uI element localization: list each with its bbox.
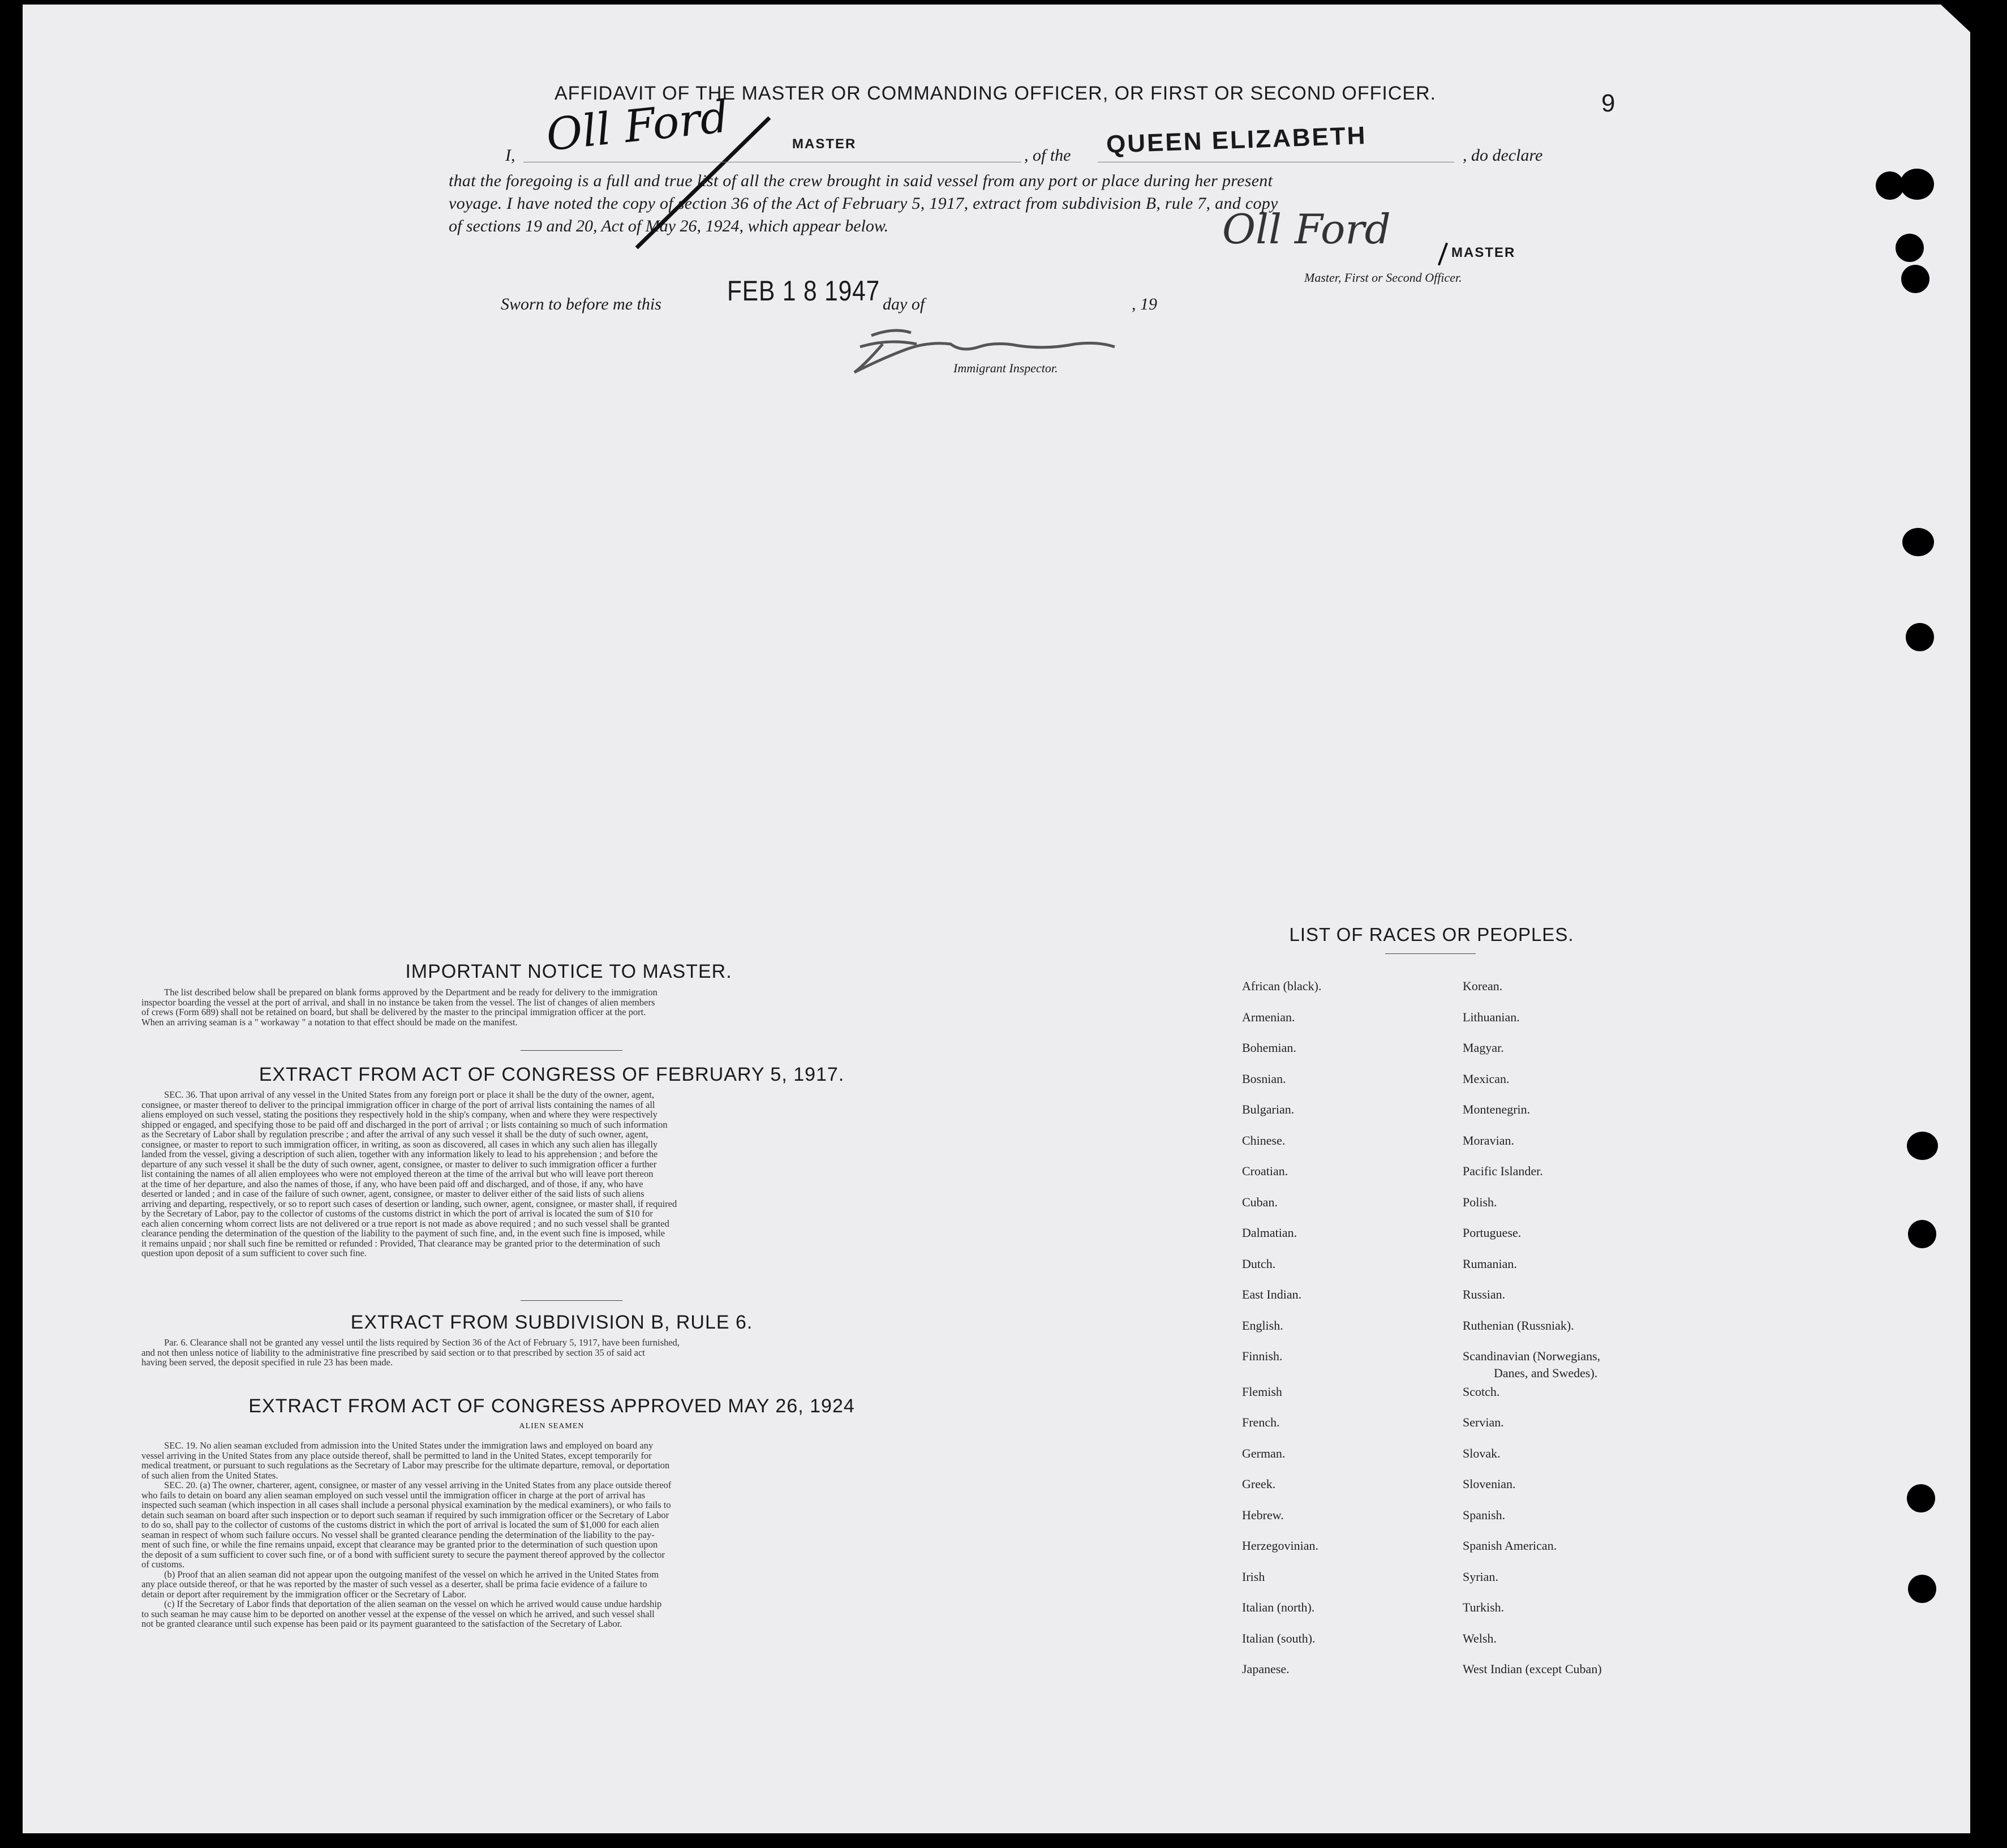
race-item: Armenian.	[1242, 1009, 1295, 1024]
officer-stamp-slash	[1438, 243, 1448, 266]
race-item: Greek.	[1242, 1477, 1276, 1491]
punch-hole	[1906, 623, 1934, 651]
notice-line: When an arriving seaman is a " workaway " a notation to that effect should be made on the manifest.	[141, 1016, 518, 1028]
race-item: Magyar.	[1463, 1041, 1504, 1055]
section-divider	[521, 1050, 622, 1051]
race-item: Hebrew.	[1242, 1507, 1284, 1522]
act1917-line: consignee, or master thereof to deliver to the principal immigration officer in charge of the port of arrival lists containing the names of all	[141, 1099, 655, 1110]
act1917-line: consignee, or master to report to such immigration officer, in writing, as soon as discovered, all cases in which any such alien has illegally	[141, 1138, 658, 1150]
punch-hole	[1896, 234, 1924, 262]
day-of: day of	[883, 295, 925, 313]
act1917-line: clearance pending the determination of the question of the liability to the payment of such fine, and, in the event such fine is imposed, while	[141, 1228, 665, 1239]
act1924-line: inspected such seaman (which inspection in all cases shall include a personal physical examination by the medical examiners), or who fails to	[141, 1499, 671, 1510]
act1924-line: who fails to detain on board any alien seaman employed on such vessel until the immigration officer in charge at the port of arrival has	[141, 1489, 646, 1501]
race-item: Dalmatian.	[1242, 1226, 1297, 1240]
act1917-line: SEC. 36. That upon arrival of any vessel in the United States from any foreign port or place it shall be the duty of the owner, agent,	[164, 1089, 654, 1100]
race-item: English.	[1242, 1318, 1283, 1333]
act1924-line: ment of such fine, or while the fine remains unpaid, except that clearance may be granted prior to the determination of such question upon	[141, 1539, 658, 1550]
race-item: Lithuanian.	[1463, 1009, 1520, 1024]
race-item: German.	[1242, 1446, 1286, 1460]
act1924-line: vessel arriving in the United States from any place outside thereof, shall be permitted to land in the United States, except temporarily for	[141, 1450, 652, 1461]
rule6-line: and not then unless notice of liability to the administrative fine prescribed by said section or to that prescribed by section 35 of said act	[141, 1347, 645, 1358]
act1924-line: (c) If the Secretary of Labor finds that deportation of the alien seaman on the vessel on which he arrived would cause undue hardship	[164, 1598, 662, 1609]
act1924-line: detain such seaman on board after such inspection or to deport such seaman if required by such immigration officer or the Secretary of Labor	[141, 1509, 669, 1520]
race-item: Herzegovinian.	[1242, 1538, 1318, 1553]
affidavit-i: I,	[505, 146, 515, 165]
notice-title: IMPORTANT NOTICE TO MASTER.	[405, 961, 732, 982]
of-the: , of the	[1024, 146, 1071, 165]
rule6-body	[141, 1338, 962, 1368]
act1924-line: (b) Proof that an alien seaman did not appear upon the outgoing manifest of the vessel on which he arrived in the United States from	[164, 1568, 659, 1580]
race-item: Welsh.	[1463, 1631, 1497, 1645]
act1924-line: the deposit of a sum sufficient to cover such fine, or of a bond with sufficient surety to secure the payment thereof approved by the collector	[141, 1549, 665, 1560]
affidavit-body-line-3: of sections 19 and 20, Act of May 26, 1924, which appear below.	[449, 217, 889, 235]
act1924-line: seaman in respect of whom such failure occurs. No vessel shall be granted clearance pending the determination of the liability to the pay-	[141, 1529, 655, 1540]
act1924-line: to do so, shall pay to the collector of customs of the customs district in which the port of arrival is located the sum of $1,000 for each alien	[141, 1519, 659, 1530]
sworn-text: Sworn to before me this	[501, 295, 661, 313]
affidavit-body-line-1: that the foregoing is a full and true list of all the crew brought in said vessel from any port or place during her present	[449, 171, 1273, 190]
race-item: Rumanian.	[1463, 1256, 1517, 1271]
race-item: Flemish	[1242, 1384, 1282, 1399]
punch-hole	[1902, 528, 1934, 556]
race-item: Syrian.	[1463, 1569, 1498, 1584]
race-item: Mexican.	[1463, 1071, 1510, 1086]
act1924-line: of such alien from the United States.	[141, 1469, 278, 1481]
race-item: Polish.	[1463, 1194, 1497, 1209]
race-item: Ruthenian (Russniak).	[1463, 1318, 1574, 1333]
act1917-line: question upon deposit of a sum sufficient to cover such fine.	[141, 1248, 367, 1258]
race-item: Bulgarian.	[1242, 1102, 1295, 1116]
notice-body	[141, 987, 962, 1027]
race-item: Korean.	[1463, 979, 1503, 993]
race-item: Croatian.	[1242, 1164, 1288, 1178]
act1924-title: EXTRACT FROM ACT OF CONGRESS APPROVED MAY 26, 1924	[248, 1395, 855, 1417]
sworn-date-stamp: FEB 1 8 1947	[727, 275, 880, 307]
master-signature: Oll Ford	[544, 91, 731, 161]
race-item: Japanese.	[1242, 1662, 1290, 1676]
race-item: Montenegrin.	[1463, 1102, 1531, 1116]
race-item: Finnish.	[1242, 1349, 1283, 1363]
document-sheet	[23, 5, 1970, 1833]
act1924-line: to such seaman he may cause him to be deported on another vessel at the expense of the vessel on which he arrived, and such vessel shall	[141, 1608, 655, 1619]
inspector-caption: Immigrant Inspector.	[953, 361, 1058, 375]
act1924-subtitle: ALIEN SEAMEN	[519, 1422, 585, 1430]
act1917-body	[141, 1090, 962, 1258]
act1917-line: at the time of her departure, and also the names of those, if any, who have been paid off and discharged, and of those, if any, who have	[141, 1178, 643, 1189]
folded-corner	[1941, 5, 2007, 89]
officer-signature: Oll Ford	[1222, 205, 1391, 253]
act1924-line: any place outside thereof, or that he was reported by the master of such vessel as a deserter, shall be prima facie evidence of a failure to	[141, 1579, 647, 1589]
race-item: Servian.	[1463, 1415, 1504, 1429]
rule6-title: EXTRACT FROM SUBDIVISION B, RULE 6.	[350, 1312, 753, 1333]
notice-line: The list described below shall be prepared on blank forms approved by the Department and be ready for delivery to the immigration	[164, 987, 657, 998]
race-continuation: Danes, and Swedes).	[1494, 1366, 1598, 1380]
section-divider	[521, 1300, 622, 1301]
act1917-line: each alien concerning whom correct lists are not delivered or a true report is not made as above required ; and no such vessel shall be granted	[141, 1218, 669, 1229]
affidavit-title: AFFIDAVIT OF THE MASTER OR COMMANDING OFFICER, OR FIRST OR SECOND OFFICER.	[555, 83, 1437, 104]
notice-line: inspector boarding the vessel at the port of arrival, and shall in no instance be taken from the vessel. The list of changes of alien members	[141, 996, 655, 1008]
officer-caption: Master, First or Second Officer.	[1304, 270, 1462, 285]
year-prefix: , 19	[1132, 295, 1157, 313]
races-title-underline	[1385, 953, 1476, 954]
master-stamp: MASTER	[792, 136, 857, 152]
race-item: Russian.	[1463, 1287, 1506, 1301]
act1924-line: SEC. 19. No alien seaman excluded from admission into the United States under the immigration laws and employed on board any	[164, 1440, 654, 1451]
act1924-line: medical treatment, or pursuant to such regulations as the Secretary of Labor may prescribe for the ultimate departure, removal, or deportation	[141, 1460, 670, 1471]
act1917-line: shipped or engaged, and specifying those to be paid off and discharged in the port of arrival ; or lists containing so much of such information	[141, 1119, 668, 1130]
race-item: East Indian.	[1242, 1287, 1302, 1301]
race-item: Dutch.	[1242, 1256, 1276, 1271]
race-item: Chinese.	[1242, 1133, 1286, 1148]
race-item: Scandinavian (Norwegians,	[1463, 1349, 1601, 1363]
race-item: Moravian.	[1463, 1133, 1515, 1148]
race-item: Italian (north).	[1242, 1600, 1315, 1614]
act1924-line: SEC. 20. (a) The owner, charterer, agent, consignee, or master of any vessel arriving in the United States from any place outside thereof	[164, 1480, 672, 1490]
act1917-line: deserted or landed ; and in case of the failure of such owner, agent, consignee, or master to deliver either of the said lists of such aliens	[141, 1188, 644, 1199]
rule6-line: Par. 6. Clearance shall not be granted any vessel until the lists required by Section 36 of the Act of February 5, 1917, have been furnished,	[164, 1337, 680, 1348]
act1924-line: not be granted clearance until such expense has been paid or its payment guaranteed to the satisfaction of the Secretary of Labor.	[141, 1618, 622, 1629]
races-title: LIST OF RACES OR PEOPLES.	[1289, 924, 1574, 945]
page-mark: 9	[1601, 89, 1615, 117]
punch-hole	[1908, 1220, 1936, 1248]
do-declare: , do declare	[1463, 146, 1543, 165]
race-item: Scotch.	[1463, 1384, 1500, 1399]
act1917-line: departure of any such vessel it shall be the duty of such owner, agent, consignee, or master to deliver to such immigration officer a further	[141, 1158, 657, 1170]
act1917-line: aliens employed on such vessel, stating the positions they respectively hold in the ship's company, when and where they were respectively	[141, 1109, 657, 1120]
act1917-line: by the Secretary of Labor, pay to the collector of customs of the customs district in which the port of arrival is located the sum of $10 for	[141, 1208, 653, 1219]
race-item: Bosnian.	[1242, 1071, 1286, 1086]
act1924-line: detain or deport after requirement by the immigration officer or the Secretary of Labor.	[141, 1588, 467, 1600]
punch-hole	[1901, 265, 1929, 293]
act1924-body	[141, 1441, 962, 1629]
affidavit-body-line-2: voyage. I have noted the copy of section 36 of the Act of February 5, 1917, extract from subdivision B, rule 7, and copy	[449, 194, 1278, 213]
act1917-line: landed from the vessel, giving a description of such alien, together with any information likely to lead to his apprehension ; and before the	[141, 1149, 658, 1159]
race-item: Turkish.	[1463, 1600, 1505, 1614]
race-item: Bohemian.	[1242, 1041, 1296, 1055]
race-item: Italian (south).	[1242, 1631, 1316, 1645]
race-item: French.	[1242, 1415, 1280, 1429]
punch-hole	[1908, 1575, 1936, 1603]
act1917-line: arriving and departing, respectively, or so to report such cases of desertion or landing, such owner, agent, consignee, or master shall, if required	[141, 1198, 677, 1209]
act1924-line: of customs.	[141, 1559, 185, 1570]
act1917-line: list containing the names of all alien employees who were not employed thereon at the time of the arrival but who will leave port thereon	[141, 1168, 654, 1179]
officer-stamp: MASTER	[1451, 245, 1516, 260]
act1917-title: EXTRACT FROM ACT OF CONGRESS OF FEBRUARY 5, 1917.	[259, 1064, 845, 1085]
act1917-line: it remains unpaid ; nor shall such fine be remitted or refunded : Provided, That clearance may be granted prior to the determination of such	[141, 1237, 660, 1249]
race-item: Spanish.	[1463, 1507, 1506, 1522]
punch-hole	[1907, 1484, 1935, 1512]
vessel-name: QUEEN ELIZABETH	[1106, 121, 1368, 159]
race-item: African (black).	[1242, 979, 1322, 993]
race-item: Irish	[1242, 1569, 1265, 1584]
punch-hole	[1907, 1132, 1938, 1160]
race-item: Spanish American.	[1463, 1538, 1557, 1553]
act1917-line: as the Secretary of Labor shall by regulation prescribe ; and after the arrival of any such vessel it shall be the duty of such owner, agent,	[141, 1129, 648, 1140]
race-item: Slovak.	[1463, 1446, 1501, 1460]
race-item: Cuban.	[1242, 1194, 1278, 1209]
race-item: Pacific Islander.	[1463, 1164, 1543, 1178]
race-item: West Indian (except Cuban)	[1463, 1662, 1602, 1676]
race-item: Portuguese.	[1463, 1226, 1522, 1240]
race-item: Slovenian.	[1463, 1477, 1516, 1491]
rule6-line: having been served, the deposit specified in rule 23 has been made.	[141, 1357, 393, 1368]
punch-hole	[1900, 169, 1934, 200]
notice-line: of crews (Form 689) shall not be retained on board, but shall be delivered by the master to the principal immigration officer at the port.	[141, 1007, 646, 1017]
